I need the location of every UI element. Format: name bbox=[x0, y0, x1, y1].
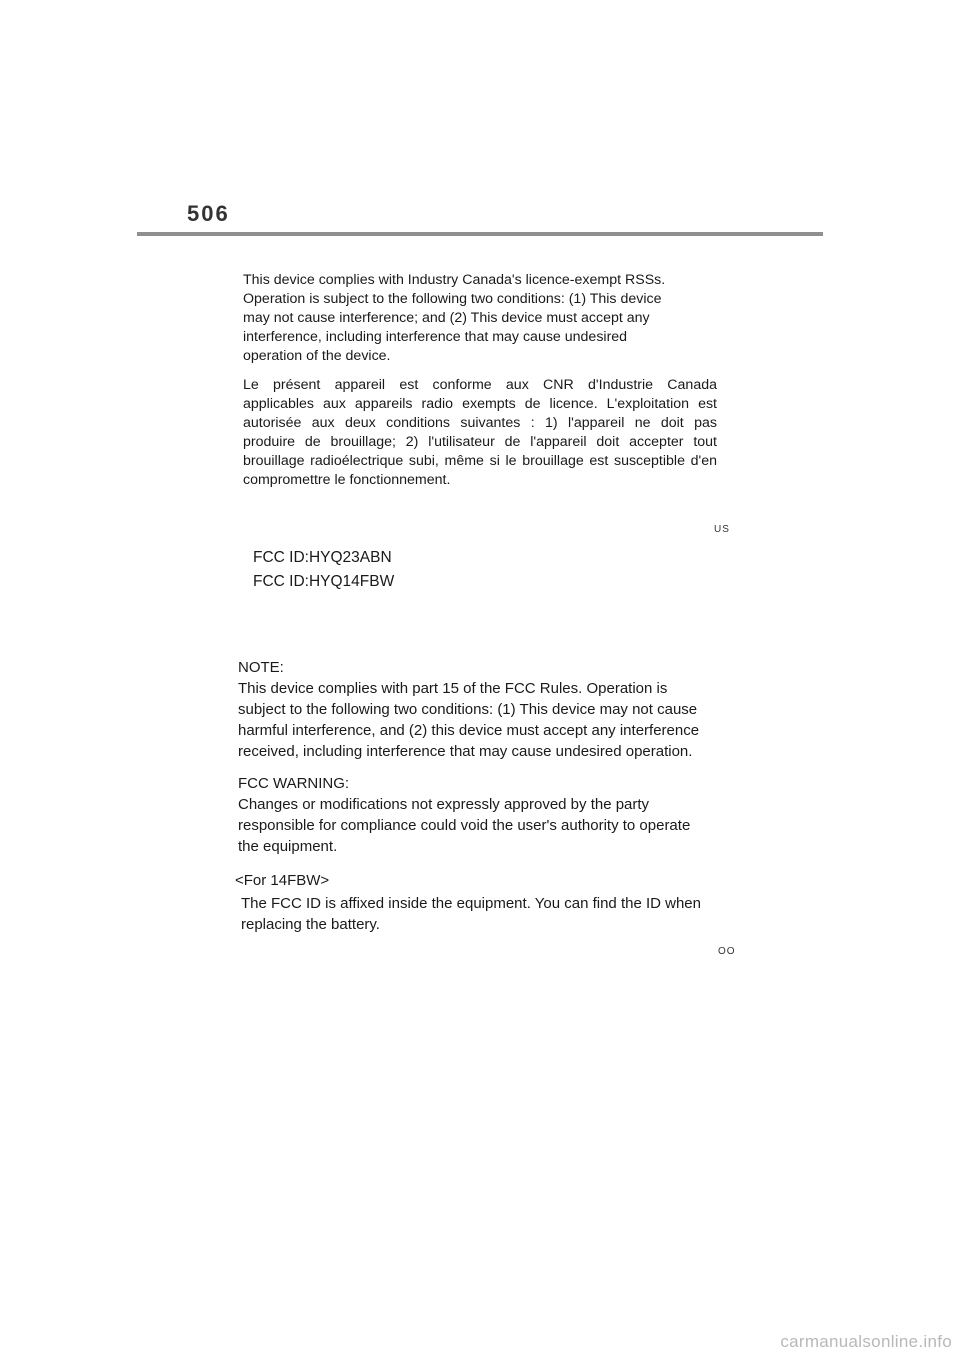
region-tag-us: US bbox=[714, 524, 730, 535]
watermark: carmanualsonline.info bbox=[780, 1332, 952, 1351]
for-14fbw-line: replacing the battery. bbox=[241, 916, 380, 933]
for-14fbw-label: <For 14FBW> bbox=[235, 872, 330, 889]
warning-line: Changes or modifications not expressly approved by the party bbox=[238, 796, 650, 813]
note-title: NOTE: bbox=[238, 659, 284, 676]
note-line: harmful interference, and (2) this device must accept any interference bbox=[238, 722, 700, 739]
fcc-warning bbox=[238, 773, 728, 857]
ic-statement-french bbox=[243, 376, 717, 490]
ic-fr-line: produire de brouillage; 2) l'utilisateur de l'appareil doit accepter tout bbox=[243, 434, 717, 450]
ic-fr-line: autorisée aux deux conditions suivantes : 1) l'appareil ne doit pas bbox=[243, 415, 717, 431]
fcc-id: FCC ID:HYQ23ABN bbox=[253, 549, 392, 566]
ic-en-line: operation of the device. bbox=[243, 348, 391, 364]
warning-line: the equipment. bbox=[238, 838, 338, 855]
fcc-note bbox=[238, 657, 728, 762]
ic-fr-line: compromettre le fonctionnement. bbox=[243, 472, 451, 488]
warning-title: FCC WARNING: bbox=[238, 775, 350, 792]
for-14fbw-text bbox=[241, 893, 731, 935]
ic-statement-english bbox=[243, 271, 723, 366]
ic-en-line: This device complies with Industry Canada's licence-exempt RSSs. bbox=[243, 272, 666, 288]
note-line: subject to the following two conditions: (1) This device may not cause bbox=[238, 701, 698, 718]
fcc-id-list bbox=[253, 546, 394, 594]
for-14fbw-line: The FCC ID is affixed inside the equipment. You can find the ID when bbox=[241, 895, 701, 912]
ic-fr-line: Le présent appareil est conforme aux CNR d'Industrie Canada bbox=[243, 377, 717, 393]
ic-en-line: interference, including interference that may cause undesired bbox=[243, 329, 628, 345]
fcc-id: FCC ID:HYQ14FBW bbox=[253, 573, 395, 590]
note-line: received, including interference that may cause undesired operation. bbox=[238, 743, 693, 760]
ic-fr-line: applicables aux appareils radio exempts de licence. L'exploitation est bbox=[243, 396, 717, 412]
ic-fr-line: brouillage radioélectrique subi, même si le brouillage est susceptible d'en bbox=[243, 453, 717, 469]
page-number: 506 bbox=[187, 201, 230, 226]
note-line: This device complies with part 15 of the FCC Rules. Operation is bbox=[238, 680, 668, 697]
warning-line: responsible for compliance could void the user's authority to operate bbox=[238, 817, 691, 834]
region-tag-oo: OO bbox=[718, 946, 736, 957]
ic-en-line: may not cause interference; and (2) This device must accept any bbox=[243, 310, 650, 326]
ic-en-line: Operation is subject to the following two conditions: (1) This device bbox=[243, 291, 662, 307]
header-divider bbox=[137, 232, 823, 236]
